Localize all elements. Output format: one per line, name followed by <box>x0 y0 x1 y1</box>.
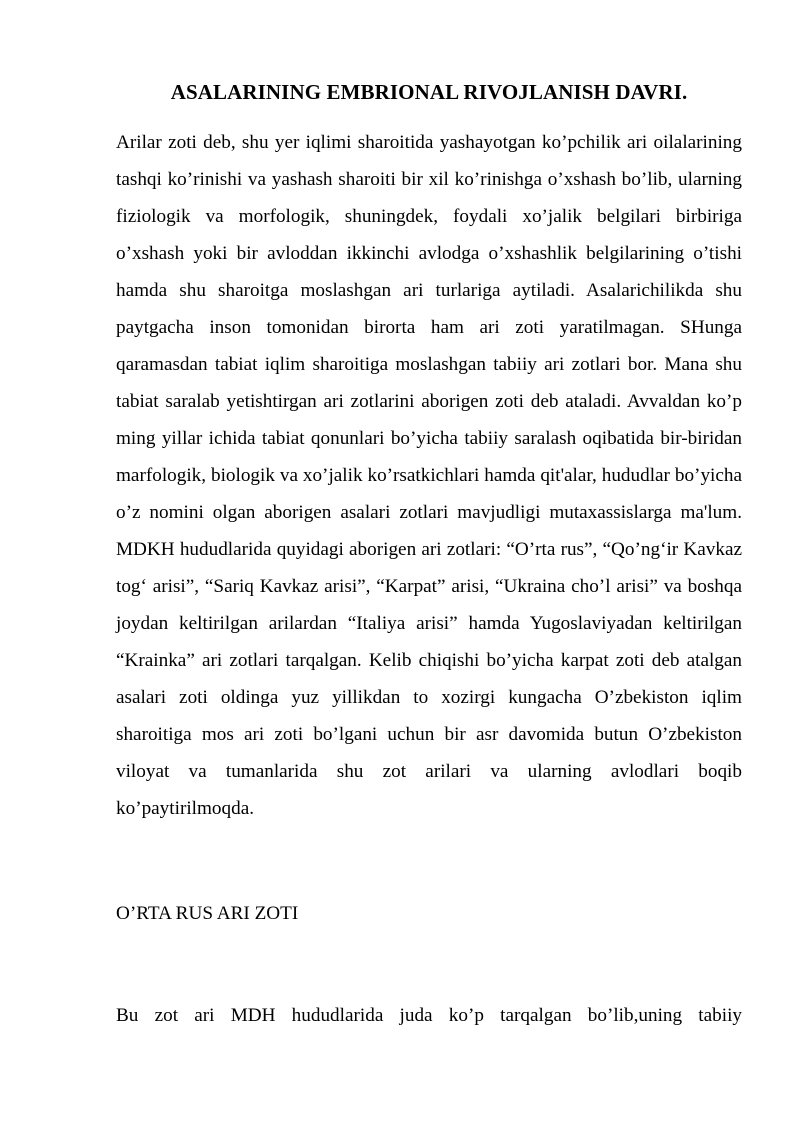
body-paragraph-continued: Bu zot ari MDH hududlarida juda ko’p tarqalgan bo’lib,uning tabiiy <box>116 1005 742 1026</box>
document-title: ASALARINING EMBRIONAL RIVOJLANISH DAVRI. <box>170 80 688 104</box>
section-heading: O’RTA RUS ARI ZOTI <box>116 903 299 924</box>
body-paragraph: Arilar zoti deb, shu yer iqlimi sharoitida yashayotgan ko’pchilik ari oilalarining tashqi ko’rinishi va yashash sharoiti bir xil ko’rinishga o’xshash bo’lib, ularning fiziologik va morfologik, shuningdek, foydali xo’jalik belgilari birbiriga o’xshash yoki bir avloddan ikkinchi avlodga o’xshashlik belgilarining o’tishi hamda shu sharoitga moslashgan ari turlariga aytiladi. Asalarichilikda shu paytgacha inson tomonidan birorta ham ari zoti yaratilmagan. SHunga qaramasdan tabiat iqlim sharoitiga moslashgan tabiiy ari zotlari bor. Mana shu tabiat saralab yetishtirgan ari zotlarini aborigen zoti deb ataladi. Avvaldan ko’p ming yillar ichida tabiat qonunlari bo’yicha tabiiy saralash oqibatida bir-biridan marfologik, biologik va xo’jalik ko’rsatkichlari hamda qit'alar, hududlar bo’yicha o’z nomini olgan aborigen asalari zotlari mavjudligi mutaxassislarga ma'lum. MDKH hududlarida quyidagi aborigen ari zotlari: “O’rta rus”, “Qo’ng‘ir Kavkaz tog‘ arisi”, “Sariq Kavkaz arisi”, “Karpat” arisi, “Ukraina cho’l arisi” va boshqa joydan keltirilgan arilardan “Italiya arisi” hamda Yugoslaviyadan keltirilgan “Krainka” ari zotlari tarqalgan. Kelib chiqishi bo’yicha karpat zoti deb atalgan asalari zoti oldinga yuz yillikdan to xozirgi kungacha O’zbekiston iqlim sharoitiga mos ari zoti bo’lgani uchun bir asr davomida butun O’zbekiston viloyat va tumanlarida shu zot arilari va ularning avlodlari boqib ko’paytirilmoqda. <box>116 132 742 819</box>
document-page <box>116 0 742 1034</box>
